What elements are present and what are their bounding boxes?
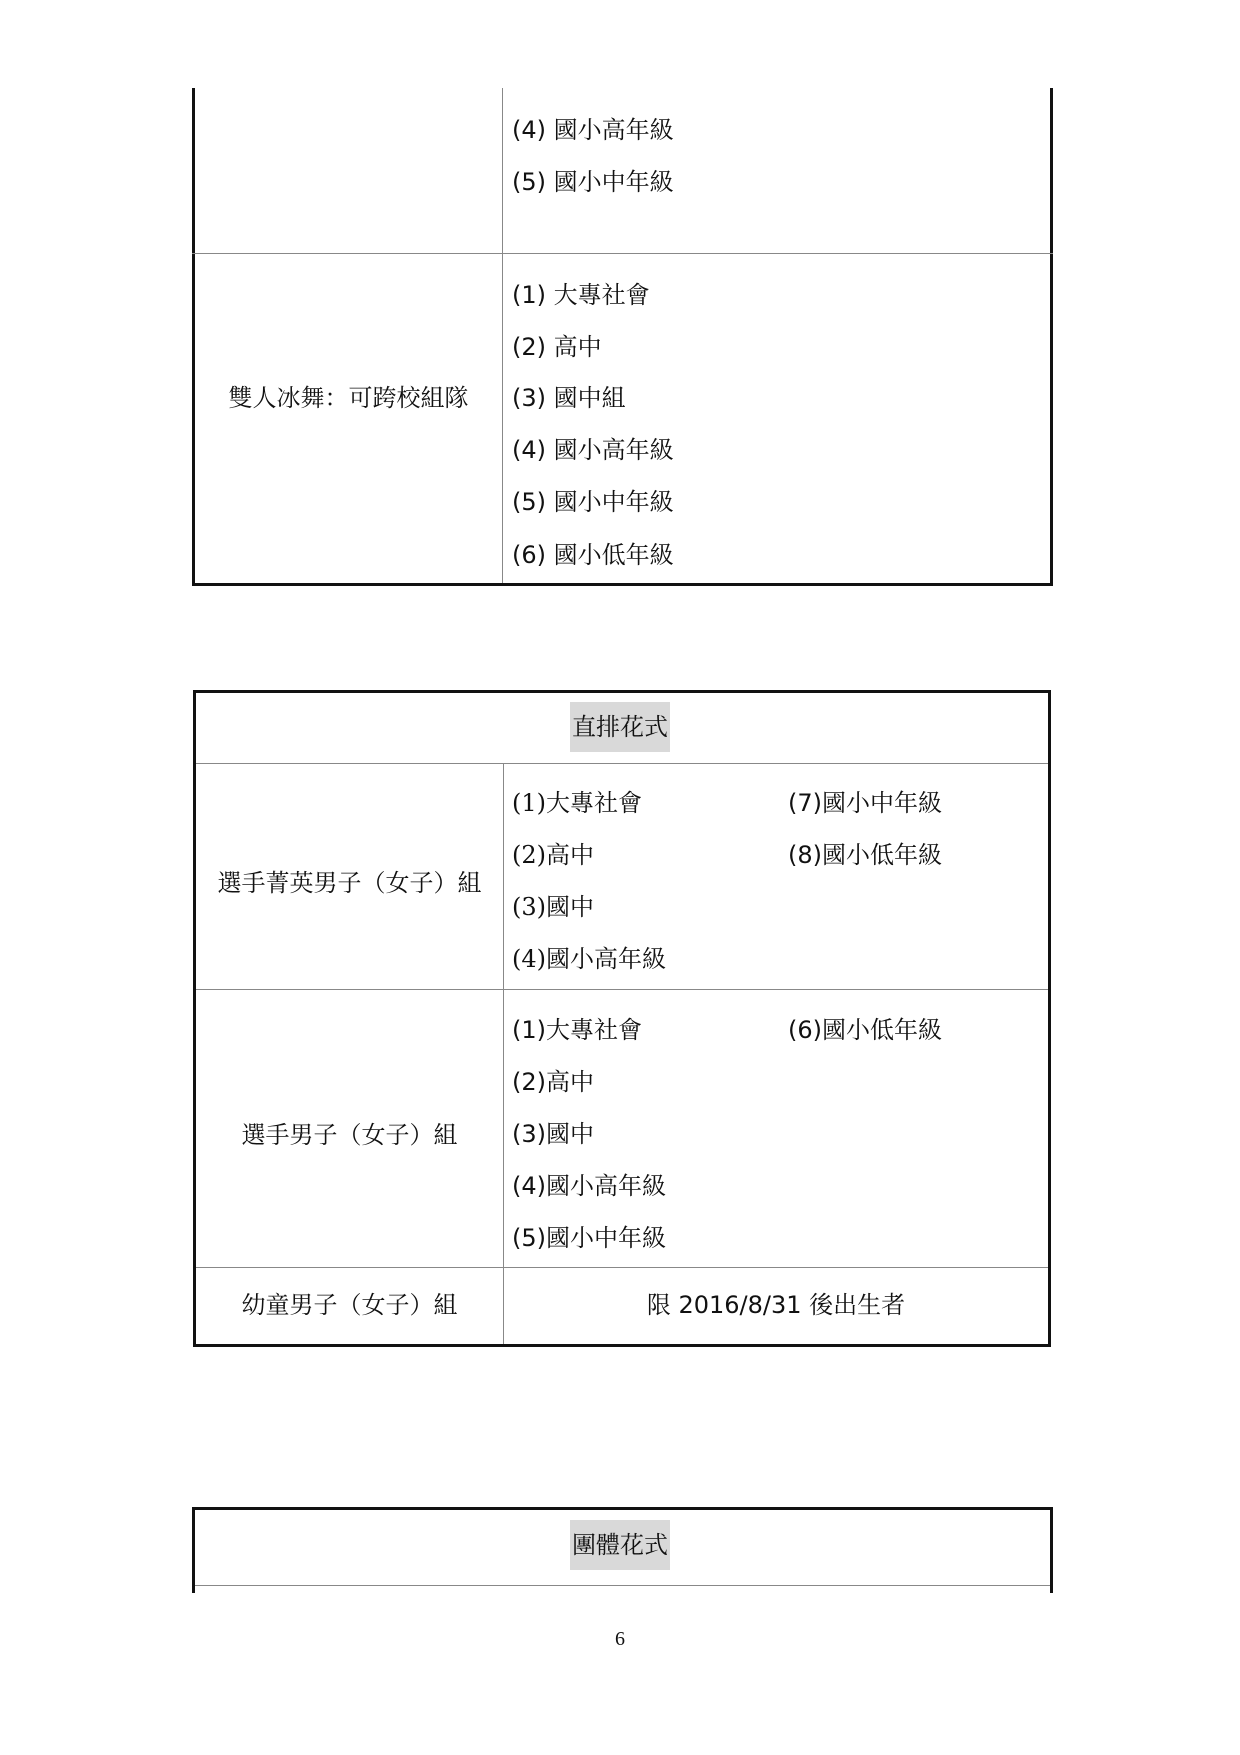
list-item: (2)高中: [512, 841, 594, 869]
table-border-right: [1050, 88, 1053, 586]
list-item: (4) 國小高年級: [512, 116, 674, 144]
row-divider: [192, 253, 1053, 254]
table-border-top: [192, 1507, 1053, 1510]
table-header: 直排花式: [570, 702, 670, 752]
list-item: (1)大專社會: [512, 1016, 642, 1044]
list-item: (5) 國小中年級: [512, 488, 674, 516]
list-item: (5)國小中年級: [512, 1224, 666, 1252]
list-item: (3)國中: [512, 1120, 594, 1148]
list-item: (7)國小中年級: [788, 789, 942, 817]
list-item: (3) 國中組: [512, 384, 626, 412]
list-item: (4)國小高年級: [512, 1172, 666, 1200]
list-item: (6)國小低年級: [788, 1016, 942, 1044]
table-border-left: [192, 88, 195, 586]
list-item: (4) 國小高年級: [512, 436, 674, 464]
table-border-bottom: [192, 583, 1053, 586]
table-border-right: [1050, 1507, 1053, 1593]
list-item: (1)大專社會: [512, 789, 642, 817]
category-label: 幼童男子（女子）組: [241, 1291, 458, 1319]
category-label: 選手菁英男子（女子）組: [217, 869, 482, 897]
page-number: 6: [615, 1628, 625, 1650]
list-item: (5) 國小中年級: [512, 168, 674, 196]
table-border-left: [193, 690, 196, 1347]
list-item: (8)國小低年級: [788, 841, 942, 869]
list-item: (4)國小高年級: [512, 945, 666, 973]
table-border-right: [1048, 690, 1051, 1347]
list-item: (6) 國小低年級: [512, 541, 674, 569]
column-divider: [503, 763, 504, 1344]
category-label: 選手男子（女子）組: [241, 1121, 458, 1149]
row-divider: [196, 1267, 1048, 1268]
row-divider: [195, 1585, 1050, 1586]
list-item: (2)高中: [512, 1068, 594, 1096]
table-border-left: [192, 1507, 195, 1593]
list-item: (3)國中: [512, 893, 594, 921]
table-border-top: [193, 690, 1051, 693]
list-item: (1) 大專社會: [512, 281, 650, 309]
list-item: (2) 高中: [512, 333, 602, 361]
category-label: 雙人冰舞：可跨校組隊: [228, 384, 469, 412]
column-divider: [502, 88, 503, 586]
row-divider: [196, 989, 1048, 990]
row-divider: [196, 763, 1048, 764]
birth-date-note: 限 2016/8/31 後出生者: [646, 1291, 906, 1319]
table-border-bottom: [193, 1344, 1051, 1347]
table-header: 團體花式: [570, 1520, 670, 1570]
